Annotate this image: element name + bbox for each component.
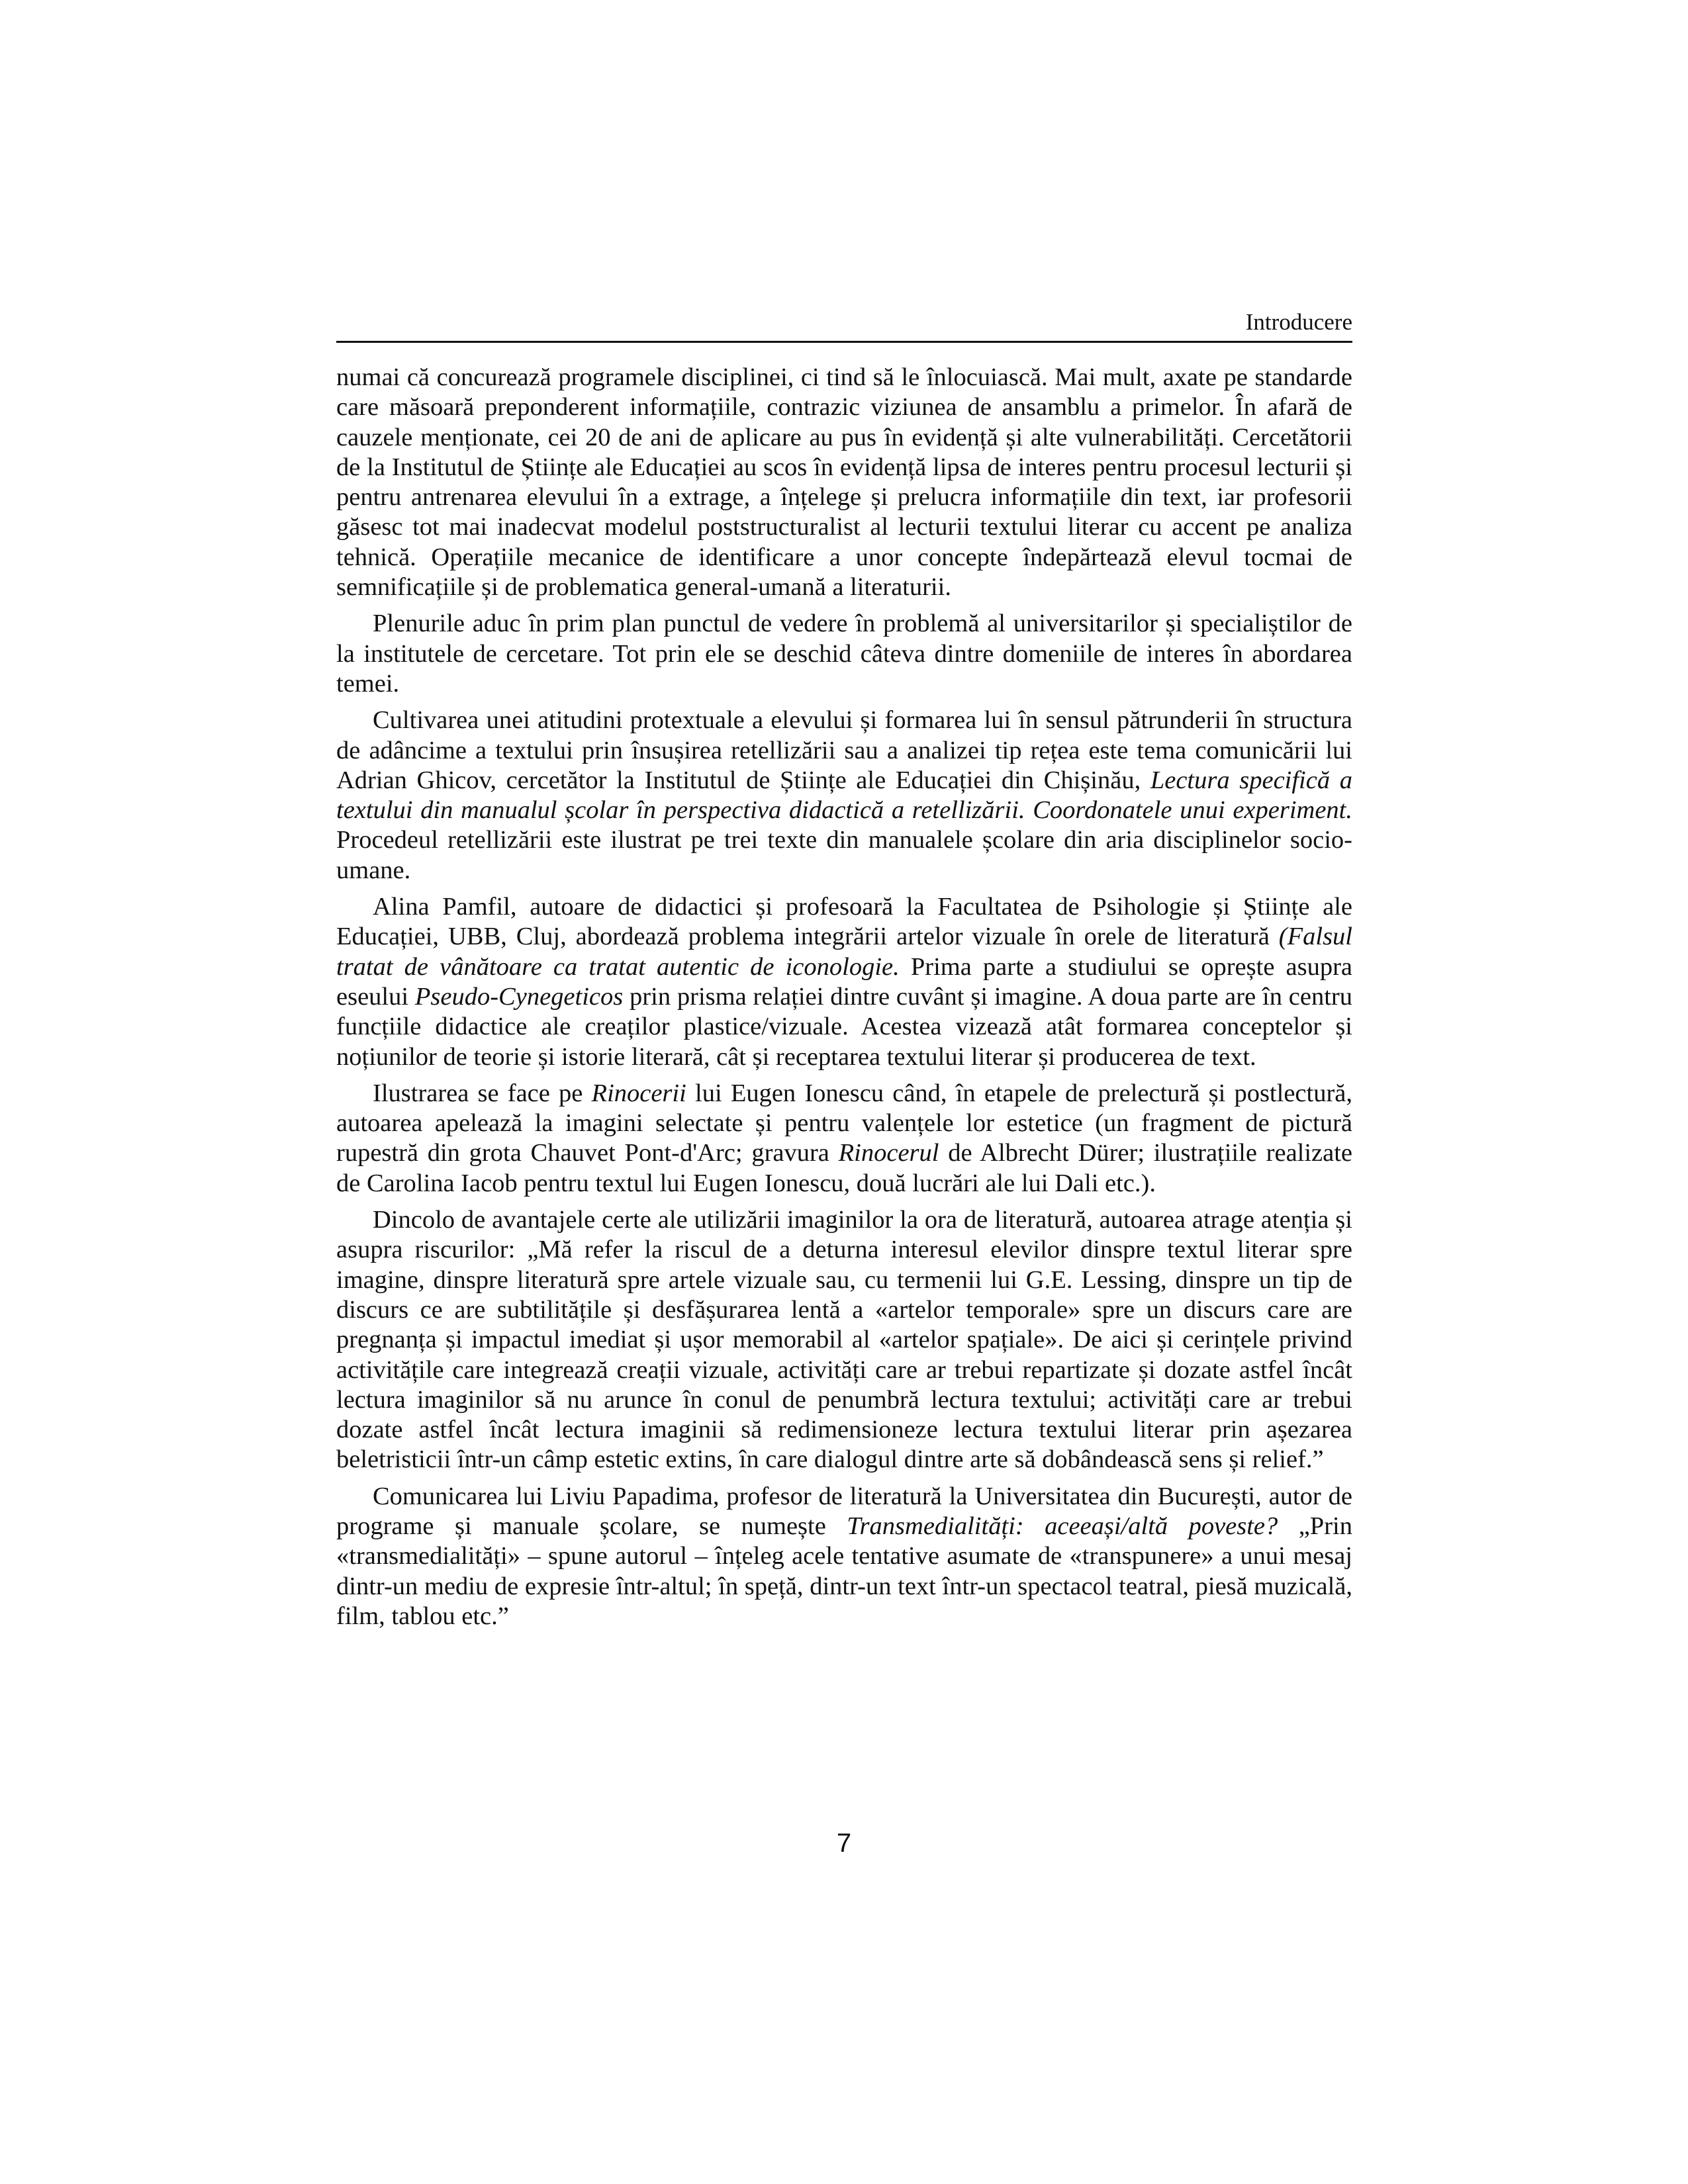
paragraph-text: Ilustrarea se face pe [373,1079,592,1107]
work-title-italic: Pseudo-Cynegeticos [414,982,624,1011]
paragraph-text: de Albrecht Dürer; ilustrațiile realizate de Carolina Iacob pentru textul lui Eugen Ionescu, două lucrări ale lui Dali etc.). [336,1139,1353,1197]
paragraph-continuation: numai că concurează programele disciplinei, ci tind să le înlocuiască. Mai mult, axate pe standarde care măsoară preponderent informațiile, contrazic viziunea de ansamblu a primelor. În afară de cauzele menționate, cei 20 de ani de aplicare au pus în evidență și alte vulnerabilități. Cercetătorii de la Institutul de Științe ale Educației au scos în evidență lipsa de interes pentru procesul lecturii și pentru antrenarea elevului în a extrage, a înțelege și prelucra informațiile din text, iar profesorii găsesc tot mai inadecvat modelul poststructuralist al lecturii textului literar cu accent pe analiza tehnică. Operațiile mecanice de identificare a unor concepte îndepărtează elevul tocmai de semnificațiile și de problematica general-umană a literaturii. [336,363,1352,602]
header-rule [336,341,1352,343]
paragraph-pamfil [336,892,1352,1072]
paragraph-papadima [336,1482,1352,1631]
paragraph-plenurile: Plenurile aduc în prim plan punctul de vedere în problemă al universitarilor și specialiștilor de la institutele de cercetare. Tot prin ele se deschid câteva dintre domeniile de interes în abordarea temei. [336,610,1352,698]
paragraph-text: prin prisma relației dintre cuvânt și imagine. A doua parte are în centru funcțiile didactice ale creaților plastice/vizuale. Acestea vizează atât formarea conceptelor și noțiunilor de teorie și istorie literară, cât și receptarea textului literar și producerea de text. [336,982,1352,1071]
work-title-italic: Transmedialități: aceeași/altă poveste? [847,1512,1278,1540]
paragraph-text: Cultivarea unei atitudini protextuale a elevului și formarea lui în sensul pătrunderii în structura de adâncime a textului prin însușirea retellizării sau a analizei tip rețea este tema comunicării lui Adrian Ghicov, cercetător la Institutul de Științe ale Educației din Chișinău, [336,706,1352,794]
running-header: Introducere [1245,309,1352,335]
paragraph-text: „Prin «transmedialități» – spune autorul – înțeleg acele tentative asumate de «transpunere» a unui mesaj dintr-un mediu de expresie într-altul; în speță, dintr-un text într-un spectacol teatral, piesă muzicală, film, tablou etc.” [336,1512,1352,1630]
paragraph-text: Alina Pamfil, autoare de didactici și profesoară la Facultatea de Psihologie și Științe ale Educației, UBB, Cluj, abordează problema integrării artelor vizuale în orele de literatură [336,893,1352,951]
work-title-italic: (Falsul tratat de vânătoare ca tratat autentic de iconologie. [336,923,1352,981]
work-title-italic: Lectura specifică a textului din manualul școlar în perspectiva didactică a retellizării. Coordonatele unui experiment. [336,766,1352,825]
work-title-italic: Rinocerul [838,1139,939,1167]
paragraph-ghicov [336,705,1352,886]
paragraph-ilustrarea [336,1079,1352,1199]
paragraph-text: Prima parte a studiului se oprește asupra eseului [336,952,1352,1011]
page-number: 7 [836,1829,852,1858]
paragraph-avantaje: Dincolo de avantajele certe ale utilizării imaginilor la ora de literatură, autoarea atrage atenția și asupra riscurilor: „Mă refer la riscul de a deturna interesul elevilor dinspre textul literar spre imagine, dinspre literatură spre artele vizuale sau, cu termenii lui G.E. Lessing, dinspre un tip de discurs ce are subtilitățile și desfășurarea lentă a «artelor temporale» spre un discurs care are pregnanța și impactul imediat și ușor memorabil al «artelor spațiale». De aici și cerințele privind activitățile care integrează creații vizuale, activități care ar trebui repartizate și dozate astfel încât lectura imaginilor să nu arunce în conul de penumbră lectura textului; activități care ar trebui dozate astfel încât lectura imaginii să redimensioneze lectura textului literar prin așezarea beletristicii într-un câmp estetic extins, în care dialogul dintre arte să dobândească sens și relief.” [336,1206,1352,1474]
work-title-italic: Rinocerii [591,1079,686,1107]
paragraph-text: lui Eugen Ionescu când, în etapele de prelectură și postlectură, autoarea apelează la imagini selectate și pentru valențele lor estetice (un fragment de pictură rupestră din grota Chauvet Pont-d'Arc; gravura [336,1079,1352,1167]
paragraph-text: Comunicarea lui Liviu Papadima, profesor de literatură la Universitatea din București, autor de programe și manuale școlare, se numește [336,1482,1352,1540]
body-text [336,363,1352,1631]
paragraph-text: Procedeul retellizării este ilustrat pe trei texte din manualele școlare din aria disciplinelor socio-umane. [336,826,1352,884]
